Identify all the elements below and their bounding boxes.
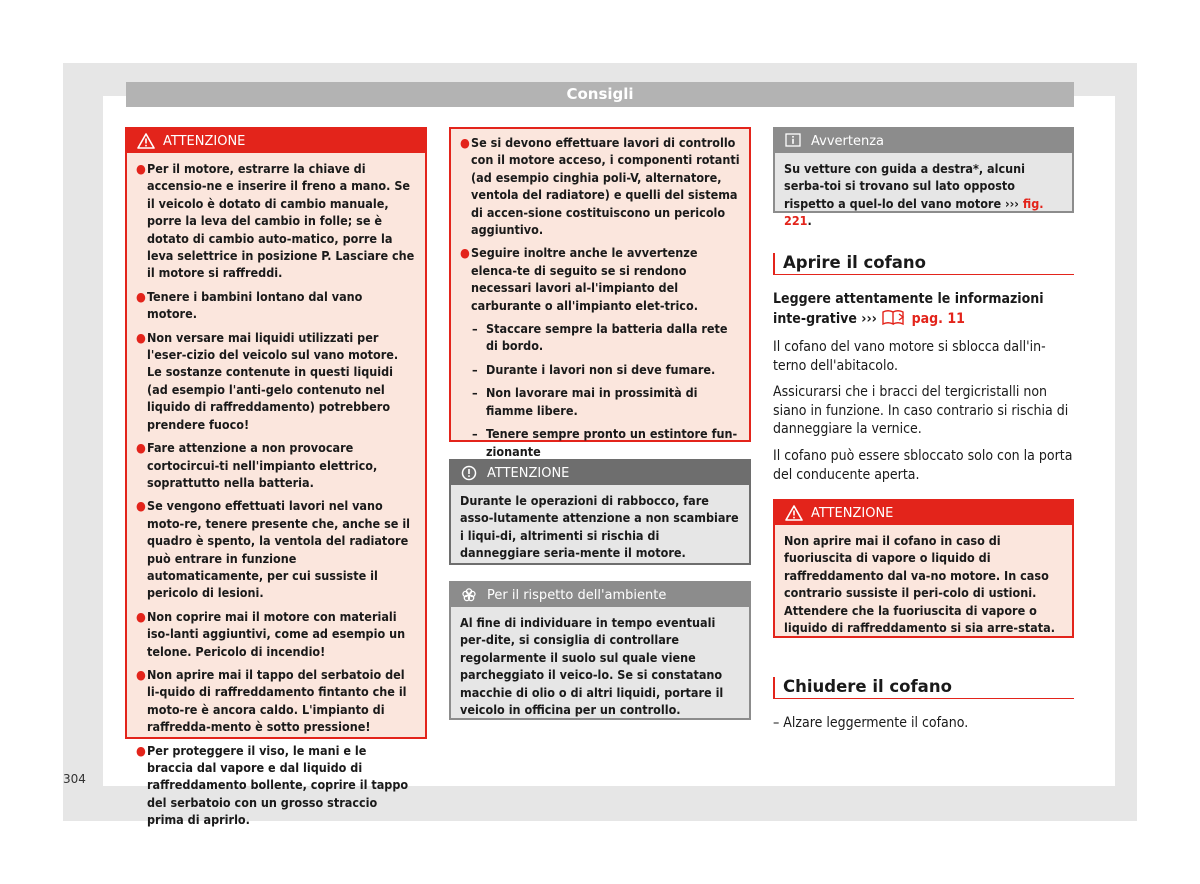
- bullet-icon: ●: [136, 440, 146, 456]
- bullet-icon: ●: [460, 245, 470, 261]
- close-hood-title: Chiudere il cofano: [773, 677, 1074, 699]
- list-item: ● Se vengono effettuati lavori nel vano moto-re, tenere presente che, anche se il quadro è spento, la ventola del radiatore può entrare in funzione automaticamente, per cui sussiste il pericolo di lesioni.: [136, 498, 411, 601]
- intro-instruction: Leggere attentamente le informazioni inte-grative ››› pag. 11: [773, 291, 1044, 327]
- paragraph: Il cofano del vano motore si sblocca dall'in-terno dell'abitacolo.: [773, 339, 1046, 374]
- list-item: ● Non coprire mai il motore con materiali iso-lanti aggiuntivi, come ad esempio un telone. Pericolo di incendio!: [136, 608, 406, 659]
- environment-heading: Per il rispetto dell'ambiente: [487, 587, 667, 603]
- warning-header: [127, 129, 425, 153]
- bullet-icon: ●: [136, 329, 146, 345]
- section-header-title: Consigli: [566, 85, 634, 103]
- note-heading: Avvertenza: [811, 133, 884, 149]
- environment-box: [449, 581, 751, 720]
- paragraph: Assicurarsi che i bracci del tergicristalli non siano in funzione. In caso contrario si rischia di danneggiare la vernice.: [773, 384, 1069, 437]
- list-item: ● Se si devono effettuare lavori di controllo con il motore acceso, i componenti rotanti (ad esempio cinghia poli-V, alternatore, ventola del radiatore) e quelli del sistema di accen-sione costituiscono un pericolo aggiuntivo.: [460, 135, 740, 238]
- page-reference-link[interactable]: pag. 11: [911, 310, 965, 327]
- page-number: 304: [63, 772, 86, 786]
- list-item: – Tenere sempre pronto un estintore fun-zionante: [472, 426, 738, 459]
- list-item: ● Tenere i bambini lontano dal vano motore.: [136, 288, 363, 322]
- paragraph: Il cofano può essere sbloccato solo con la porta del conducente aperta.: [773, 448, 1073, 483]
- list-item: ● Fare attenzione a non provocare cortocircui-ti nell'impianto elettrico, soprattutto nella batteria.: [136, 440, 378, 490]
- warning-body: [451, 129, 749, 470]
- list-item: ● Per il motore, estrarre la chiave di accensio-ne e inserire il freno a mano. Se il veicolo è dotato di cambio manuale, porre la leva del cambio in folle; se è dotato di cambio auto-matico, porre la leva selettrice in posizione P. Lasciare che il motore si raffreddi.: [136, 161, 415, 281]
- manual-reference-icon: [881, 309, 907, 325]
- caution-box-fluids: [449, 459, 751, 565]
- section-header-bar: [126, 82, 1074, 107]
- bullet-icon: ●: [136, 288, 146, 304]
- list-item: ● Per proteggere il viso, le mani e le braccia dal vapore e dal liquido di raffreddamento bollente, coprire il tappo del serbatoio con un grosso straccio prima di aprirlo.: [136, 742, 409, 828]
- list-item: ● Non aprire mai il tappo del serbatoio del li-quido di raffreddamento fintanto che il moto-re è ancora caldo. L'impianto di raffredda-mento è sotto pressione!: [136, 666, 407, 735]
- bullet-icon: ●: [136, 608, 146, 624]
- warning-heading: ATTENZIONE: [811, 505, 894, 521]
- info-icon: [785, 133, 805, 149]
- list-item: – Non lavorare mai in prossimità di fiamme libere.: [472, 385, 698, 418]
- warning-header: [775, 501, 1072, 525]
- warning-triangle-icon: [137, 133, 157, 149]
- warning-heading: ATTENZIONE: [163, 133, 246, 149]
- bullet-icon: ●: [136, 161, 146, 176]
- environment-header: [451, 583, 749, 607]
- step-item: – Alzare leggermente il cofano.: [773, 715, 969, 731]
- fig-reference-link[interactable]: fig. 221: [784, 195, 1044, 229]
- warning-triangle-icon: [785, 505, 805, 521]
- note-text: Su vetture con guida a destra*, alcuni serba-toi si trovano sul lato opposto rispetto a quel-lo del vano motore: [784, 161, 1026, 211]
- list-item: ● Seguire inoltre anche le avvertenze elenca-te di seguito se si rendono necessari lavori al-l'impianto del carburante o all'impianto elet-trico.: [460, 245, 698, 313]
- warning-box-engine: [125, 127, 427, 828]
- warning-body: [127, 153, 425, 839]
- open-hood-title: Aprire il cofano: [773, 253, 1074, 275]
- note-header: [775, 129, 1072, 153]
- list-item: ● Non versare mai liquidi utilizzati per l'eser-cizio del veicolo sul vano motore. Le sostanze contenute in questi liquidi (ad esempio l'anti-gelo contenuto nel liquido di raffreddamento) potrebbero prendere fuoco!: [136, 329, 399, 432]
- flower-icon: [461, 587, 481, 603]
- note-box: Avvertenza Su vetture con guida a destra*, alcuni serba-toi si trovano sul lato opposto rispetto a quel-lo del vano motore ››› fig. 221.: [773, 127, 1074, 213]
- bullet-icon: ●: [460, 135, 470, 150]
- bullet-icon: ●: [136, 498, 146, 514]
- bullet-icon: ●: [136, 666, 146, 682]
- environment-text: Al fine di individuare in tempo eventuali per-dite, si consiglia di controllare regolarmente il suolo sul quale viene parcheggiato il veico-lo. Se si constatano macchie di olio o di altri liquidi, portare il veicolo in officina per un controllo.: [460, 615, 724, 718]
- caution-text: Durante le operazioni di rabbocco, fare asso-lutamente attenzione a non scambiare i liqui-di, altrimenti si rischia di danneggiare seria-mente il motore.: [460, 493, 739, 561]
- caution-header: [451, 461, 749, 485]
- warning-box-steam: [773, 499, 1074, 638]
- bullet-icon: ●: [136, 742, 146, 758]
- list-item: – Durante i lavori non si deve fumare.: [472, 361, 716, 377]
- list-item: – Staccare sempre la batteria dalla rete di bordo.: [472, 321, 728, 354]
- warning-box-continued: [449, 127, 751, 459]
- caution-circle-icon: [461, 465, 481, 481]
- caution-heading: ATTENZIONE: [487, 465, 570, 481]
- warning-text: Non aprire mai il cofano in caso di fuoriuscita di vapore o liquido di raffreddamento dal va-no motore. In caso contrario sussiste il peri-colo di ustioni. Attendere che la fuoriuscita di vapore o liquido di raffreddamento si sia arre-stata.: [784, 533, 1055, 636]
